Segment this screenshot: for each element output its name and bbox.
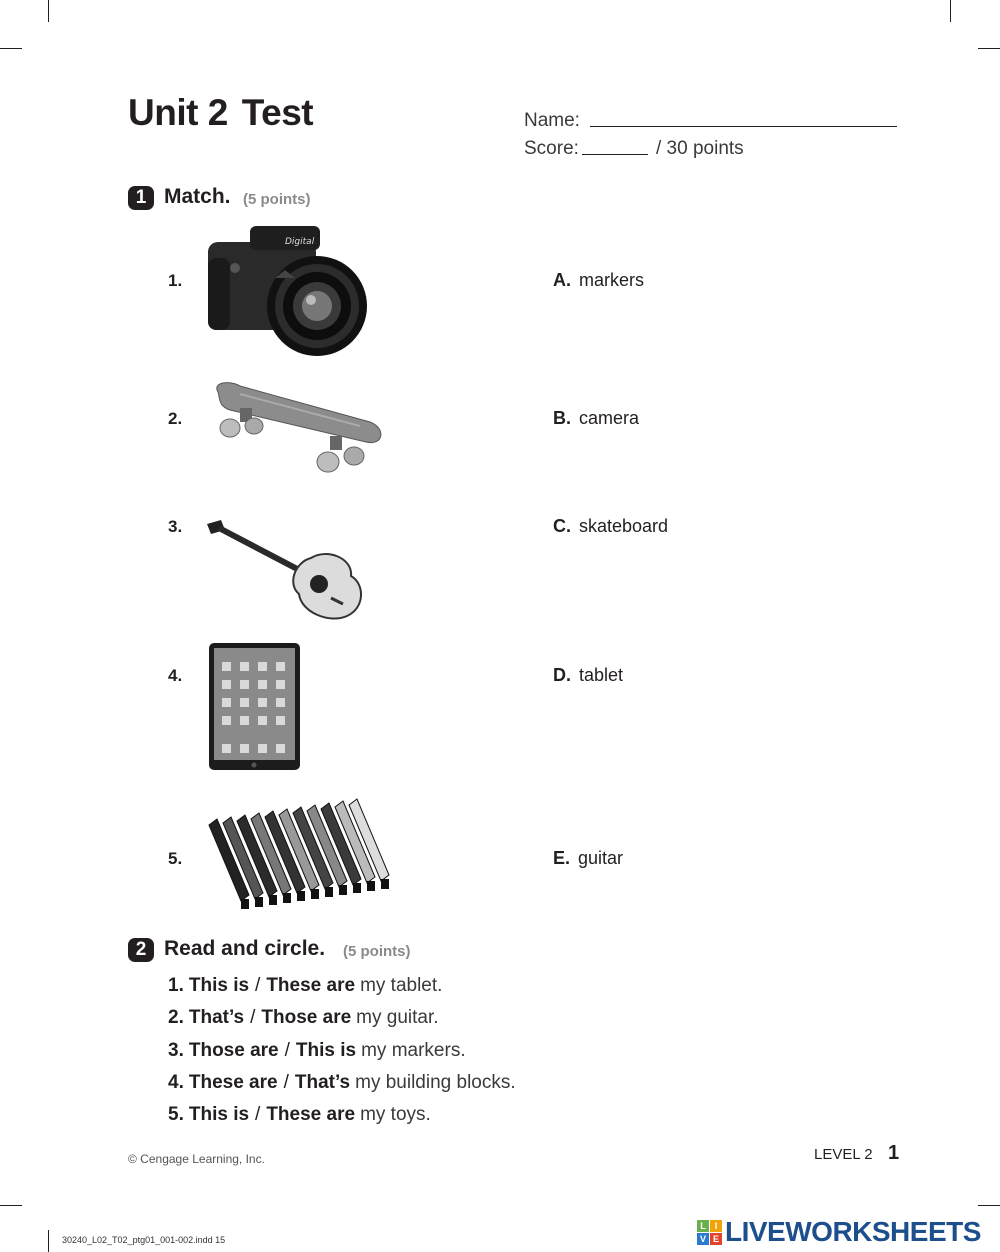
sentence-number: 2. <box>168 1007 184 1028</box>
svg-text:Digital: Digital <box>285 237 315 247</box>
crop-mark <box>48 0 49 22</box>
match-item-number: 4. <box>168 666 183 685</box>
match-option[interactable] <box>553 408 639 429</box>
score-total: / 30 points <box>656 138 744 159</box>
crop-mark <box>48 1230 49 1252</box>
option-word: guitar <box>578 848 624 868</box>
option-word: tablet <box>579 665 624 685</box>
circle-sentence <box>168 1040 466 1062</box>
match-item-number: 2. <box>168 409 183 428</box>
match-option[interactable] <box>553 516 668 537</box>
sentence-number: 3. <box>168 1040 184 1061</box>
score-input-line[interactable] <box>582 154 648 155</box>
choice-option-1[interactable]: This is <box>188 1104 250 1125</box>
option-word: markers <box>579 270 645 290</box>
section-2-number: 2 <box>128 938 154 962</box>
sentence-rest: my building blocks. <box>355 1072 516 1093</box>
option-word: camera <box>579 408 640 428</box>
choice-option-1[interactable]: That’s <box>188 1007 245 1028</box>
sentence-rest: my markers. <box>361 1040 466 1061</box>
crop-mark <box>978 1205 1000 1206</box>
circle-sentence <box>168 1007 439 1029</box>
section-2-title: Read and circle. <box>164 937 326 960</box>
choice-option-2[interactable]: Those are <box>261 1007 352 1028</box>
crop-mark <box>978 48 1000 49</box>
option-word: skateboard <box>579 516 669 536</box>
option-letter: E. <box>553 848 571 868</box>
logo-letter: V <box>697 1233 709 1245</box>
circle-sentence <box>168 1104 431 1126</box>
logo-letter: E <box>710 1233 722 1245</box>
liveworksheets-wordmark: LIVEWORKSHEETS <box>725 1216 981 1247</box>
page-title <box>128 92 313 134</box>
choice-option-1[interactable]: This is <box>188 975 250 996</box>
section-1-number: 1 <box>128 186 154 210</box>
circle-sentence <box>168 1072 516 1094</box>
match-item-number: 3. <box>168 517 183 536</box>
crop-mark <box>950 0 951 22</box>
option-letter: D. <box>553 665 571 685</box>
option-letter: A. <box>553 270 571 290</box>
liveworksheets-logo-icon <box>697 1220 722 1245</box>
logo-letter: L <box>697 1220 709 1232</box>
sentence-rest: my guitar. <box>356 1007 439 1028</box>
choice-slash: / <box>250 1007 256 1028</box>
choice-option-2[interactable]: This is <box>295 1040 357 1061</box>
choice-slash: / <box>255 975 261 996</box>
skateboard-image <box>210 380 390 480</box>
sentence-number: 1. <box>168 975 184 996</box>
sentence-number: 4. <box>168 1072 184 1093</box>
match-option[interactable] <box>553 270 644 291</box>
copyright: © Cengage Learning, Inc. <box>128 1152 265 1166</box>
choice-option-2[interactable]: These are <box>266 975 356 996</box>
camera-image <box>205 218 370 360</box>
level-label: LEVEL 2 <box>814 1146 873 1163</box>
score-label: Score: <box>524 138 579 159</box>
section-1-points: (5 points) <box>243 191 311 208</box>
choice-slash: / <box>283 1072 289 1093</box>
name-label: Name: <box>524 110 580 131</box>
match-item-number: 1. <box>168 271 183 290</box>
liveworksheets-brand[interactable] <box>697 1217 981 1247</box>
name-input-line[interactable] <box>590 126 897 127</box>
title-unit: Unit 2 <box>128 92 228 133</box>
choice-slash: / <box>284 1040 290 1061</box>
option-letter: C. <box>553 516 571 536</box>
match-option[interactable] <box>553 848 623 869</box>
logo-letter: I <box>710 1220 722 1232</box>
circle-sentence <box>168 975 442 997</box>
markers-image <box>205 795 405 920</box>
choice-option-1[interactable]: These are <box>188 1072 278 1093</box>
sentence-rest: my toys. <box>360 1104 431 1125</box>
match-option[interactable] <box>553 665 623 686</box>
crop-mark <box>0 48 22 49</box>
sentence-rest: my tablet. <box>360 975 443 996</box>
section-1-title: Match. <box>164 185 231 208</box>
page-number: 1 <box>888 1142 900 1164</box>
file-slug: 30240_L02_T02_ptg01_001-002.indd 15 <box>62 1235 226 1245</box>
section-2-points: (5 points) <box>343 943 411 960</box>
choice-option-2[interactable]: That’s <box>294 1072 351 1093</box>
crop-mark <box>0 1205 22 1206</box>
guitar-image <box>203 518 371 628</box>
choice-option-2[interactable]: These are <box>266 1104 356 1125</box>
match-item-number: 5. <box>168 849 183 868</box>
option-letter: B. <box>553 408 571 428</box>
title-test: Test <box>241 92 314 133</box>
choice-slash: / <box>255 1104 261 1125</box>
sentence-number: 5. <box>168 1104 184 1125</box>
tablet-image <box>208 642 302 772</box>
choice-option-1[interactable]: Those are <box>188 1040 279 1061</box>
